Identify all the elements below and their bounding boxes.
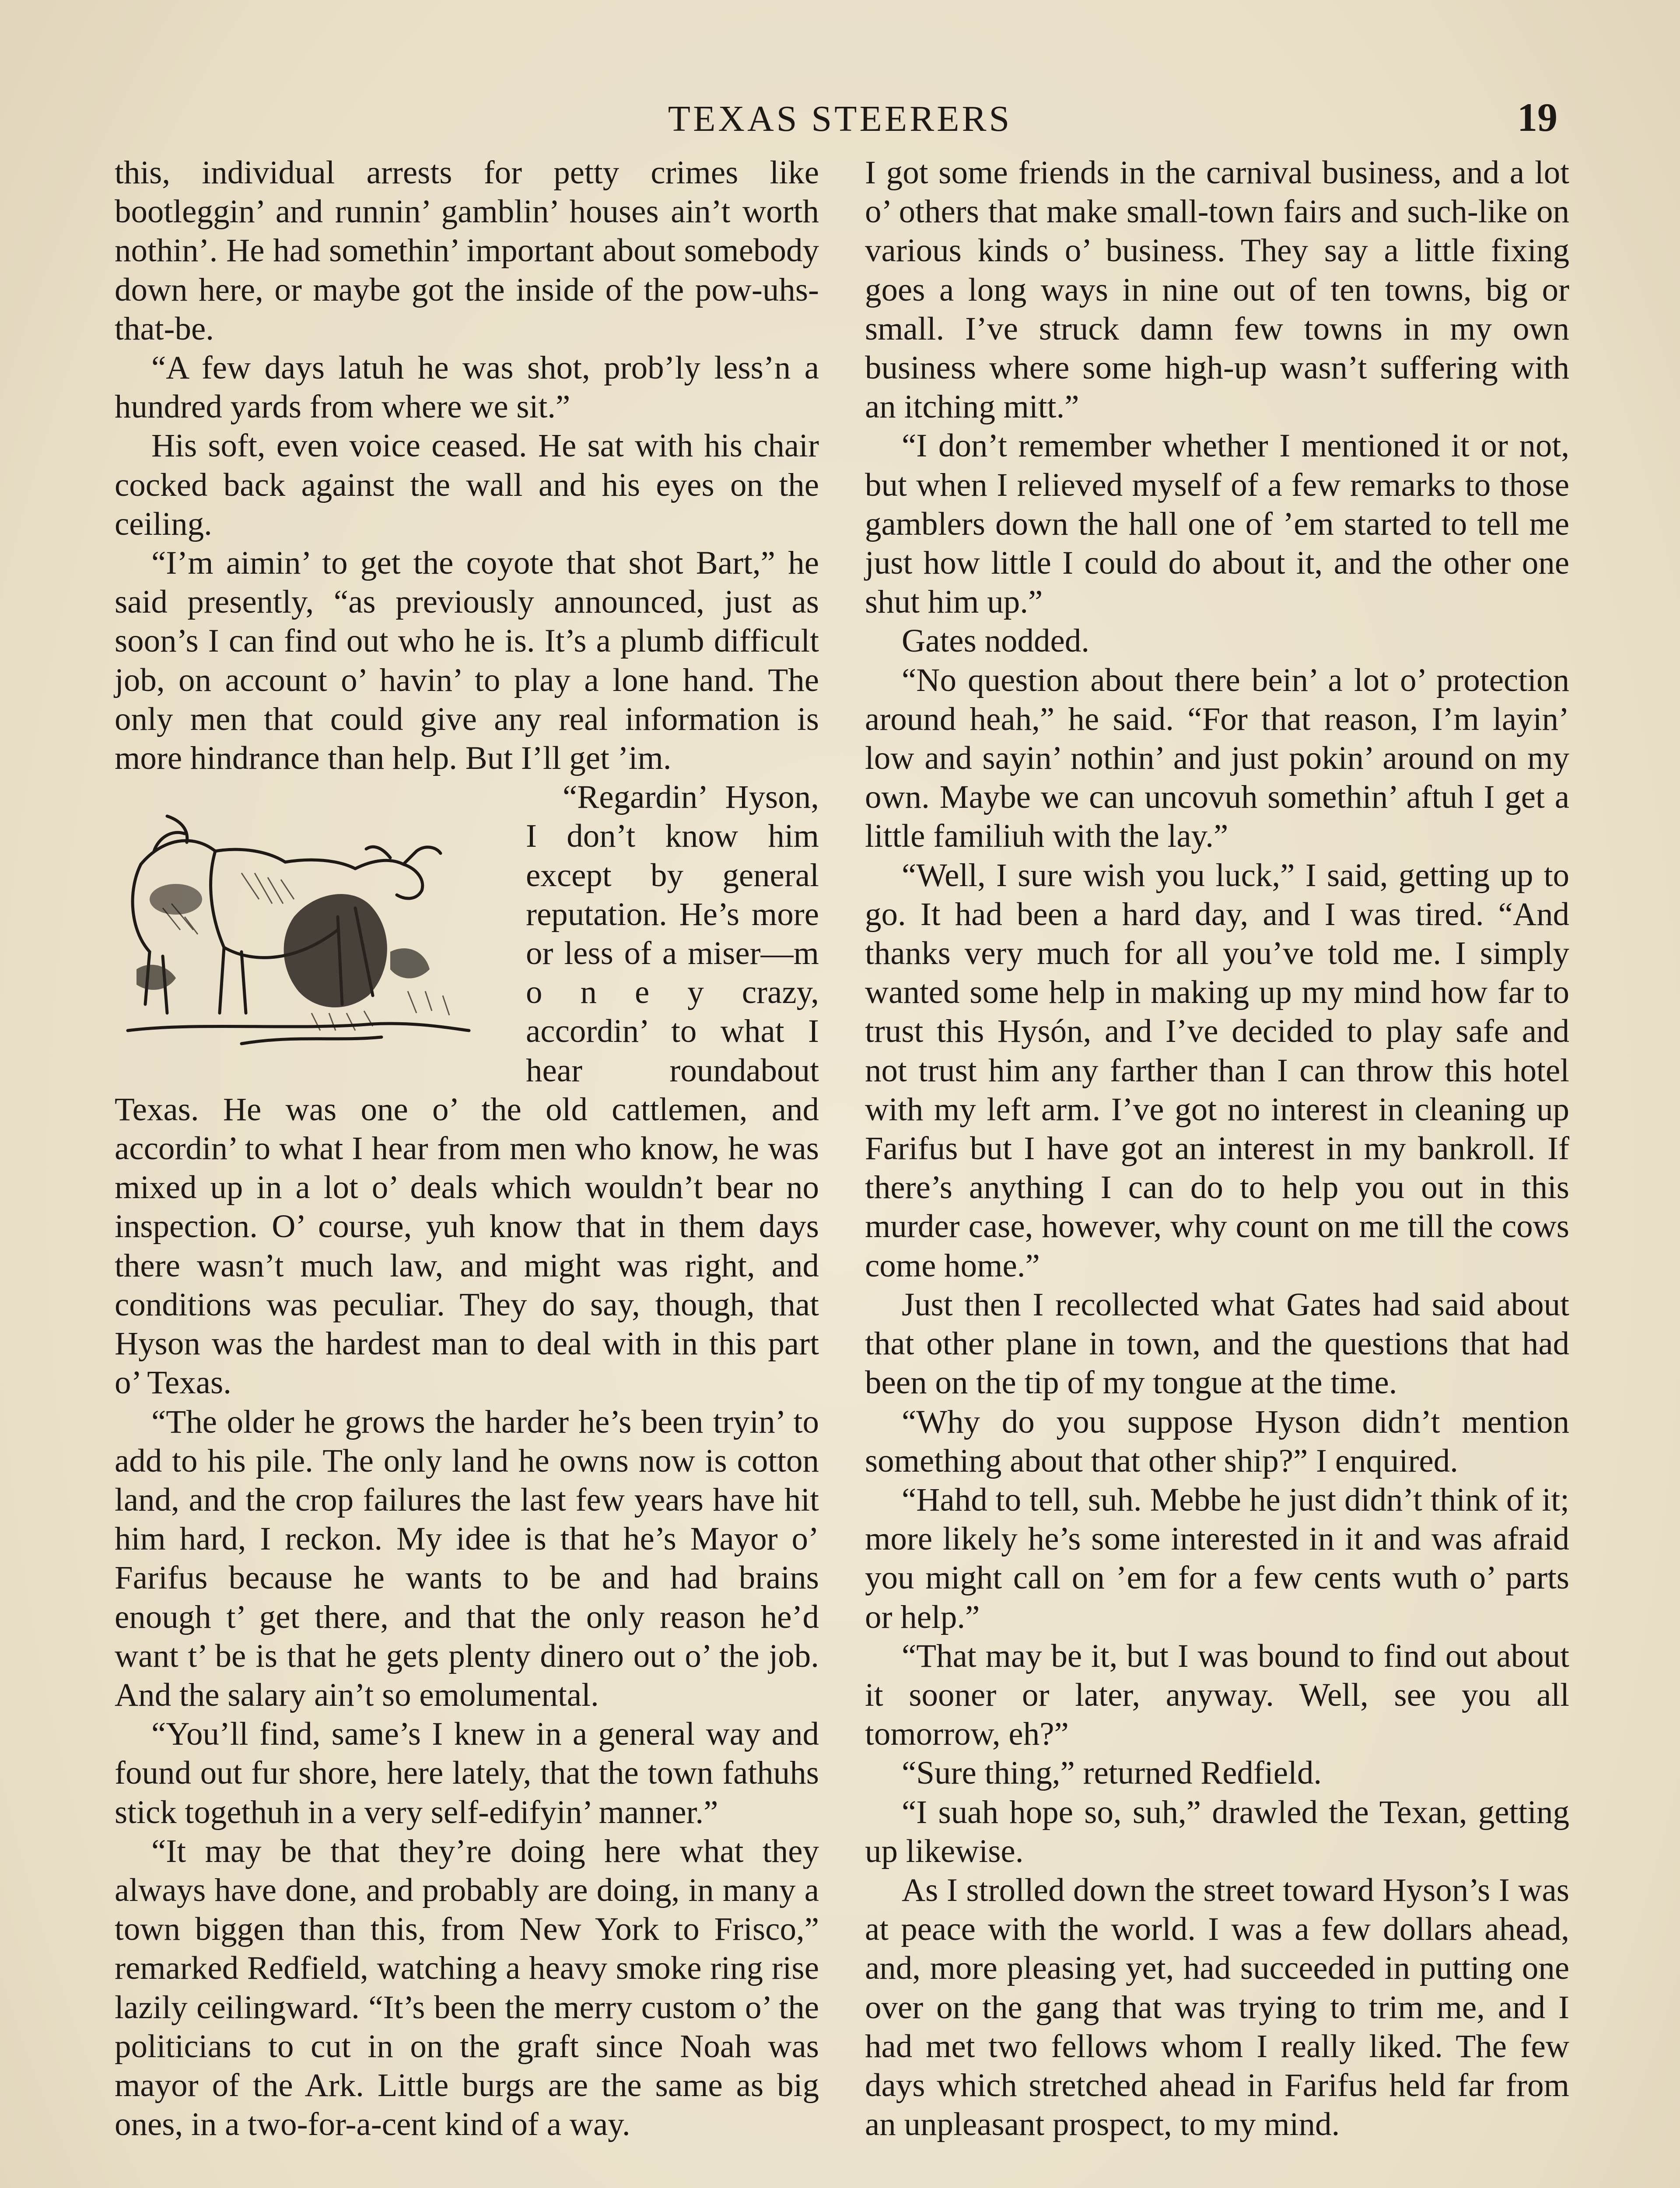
paragraph: I got some friends in the carnival business, and a lot o’ others that make small-town fairs and such-like on various kinds o’ business. They say a little fixing goes a long ways in nine out of ten towns, big or small. I’ve struck damn few towns in my own business where some high-up wasn’t suffering with an itching mitt.” xyxy=(865,154,1569,425)
paragraph: “That may be it, but I was bound to find out about it sooner or later, anyway. Well, see you all tomorrow, eh?” xyxy=(865,1637,1569,1753)
cattle-drawing xyxy=(110,785,513,1052)
running-title: TEXAS STEERERS xyxy=(668,98,1012,139)
paragraph: Just then I recollected what Gates had said about that other plane in town, and the questions that had been on the tip of my tongue at the time. xyxy=(865,1286,1569,1401)
right-column xyxy=(865,153,1569,2144)
paragraph: “I don’t remember whether I mentioned it or not, but when I relieved myself of a few remarks to those gamblers down the hall one of ’em started to tell me just how little I could do about it, and the other one shut him up.” xyxy=(865,428,1569,621)
paragraph: “I’m aimin’ to get the coyote that shot Bart,” he said presently, “as previously announced, just as soon’s I can find out who he is. It’s a plumb difficult job, on account o’ havin’ to play a lone hand. The only men that could give any real information is more hindrance than help. But I’ll get ’im. xyxy=(115,545,819,777)
cattle-illustration xyxy=(110,785,513,1052)
paragraph: As I strolled down the street toward Hyson’s I was at peace with the world. I was a few dollars ahead, and, more pleasing yet, had succeeded in putting one over on the gang that was trying to trim me, and I had met two fellows whom I really liked. The few days which stretched ahead in Farifus held far from an unpleasant prospect, to my mind. xyxy=(865,1872,1569,2143)
paragraph: “Hahd to tell, suh. Mebbe he just didn’t think of it; more likely he’s some interested in it and was afraid you might call on ’em for a few cents wuth o’ parts or help.” xyxy=(865,1481,1569,1635)
page-number: 19 xyxy=(1517,95,1558,140)
paragraph: His soft, even voice ceased. He sat with his chair cocked back against the wall and his eyes on the ceiling. xyxy=(115,428,819,542)
paragraph: “Why do you suppose Hyson didn’t mention something about that other ship?” I enquired. xyxy=(865,1403,1569,1479)
left-column xyxy=(115,153,819,2144)
paragraph: “Sure thing,” returned Redfield. xyxy=(902,1755,1322,1792)
paragraph: “You’ll find, same’s I knew in a general way and found out fur shore, here lately, that the town fathuhs stick togethuh in a very self-edifyin’ manner.” xyxy=(115,1716,819,1830)
paragraph: “A few days latuh he was shot, prob’ly less’n a hundred yards from where we sit.” xyxy=(115,350,819,425)
paragraph: “It may be that they’re doing here what they always have done, and probably are doing, in many a town biggen than this, from New York to Frisco,” remarked Redfield, watching a heavy smoke ring rise lazily ceilingward. “It’s been the merry custom o’ the politicians to cut in on the graft since Noah was mayor of the Ark. Little burgs are the same as big ones, in a two-for-a-cent kind of a way. xyxy=(115,1833,819,2143)
paragraph: “Well, I sure wish you luck,” I said, getting up to go. It had been a hard day, and I was tired. “And thanks very much for all you’ve told me. I simply wanted some help in making up my mind how far to trust this Hysón, and I’ve decided to play safe and not trust him any farther than I can throw this hotel with my left arm. I’ve got no interest in cleaning up Farifus but I have got an interest in my bankroll. If there’s anything I can do to help you out in this murder case, however, why count on me till the cows come home.” xyxy=(865,857,1569,1284)
paragraph: “No question about there bein’ a lot o’ protection around heah,” he said. “For that reason, I’m layin’ low and sayin’ nothin’ and just pokin’ around on my own. Maybe we can uncovuh somethin’ aftuh I get a little familiuh with the lay.” xyxy=(865,662,1569,855)
paragraph: Gates nodded. xyxy=(902,623,1090,659)
paragraph: “I suah hope so, suh,” drawled the Texan, getting up likewise. xyxy=(865,1794,1569,1869)
paragraph: “The older he grows the harder he’s been tryin’ to add to his pile. The only land he owns now is cotton land, and the crop failures the last few years have hit him hard, I reckon. My idee is that he’s Mayor o’ Farifus because he wants to be and had brains enough t’ get there, and that the only reason he’d want t’ be is that he gets plenty dinero out o’ the job. And the salary ain’t so emolumental. xyxy=(115,1403,819,1713)
paragraph: “Regardin’ Hyson, I don’t know him except by general reputation. He’s more or less of a miser—m o n e y crazy, accordin’ to what I hear roundabout Texas. He was one o’ the old cattlemen, and accordin’ to what I hear from men who know, he was mixed up in a lot o’ deals which wouldn’t bear no inspection. O’ course, yuh know that in them days there wasn’t much law, and might was right, and conditions was peculiar. They do say, though, that Hyson was the hardest man to deal with in this part o’ Texas. xyxy=(115,779,819,1401)
page-header xyxy=(109,90,1571,147)
paragraph: this, individual arrests for petty crimes like bootleggin’ and runnin’ gamblin’ houses ain’t worth nothin’. He had somethin’ important about somebody down here, or maybe got the inside of the pow-uhs-that-be. xyxy=(115,154,819,347)
